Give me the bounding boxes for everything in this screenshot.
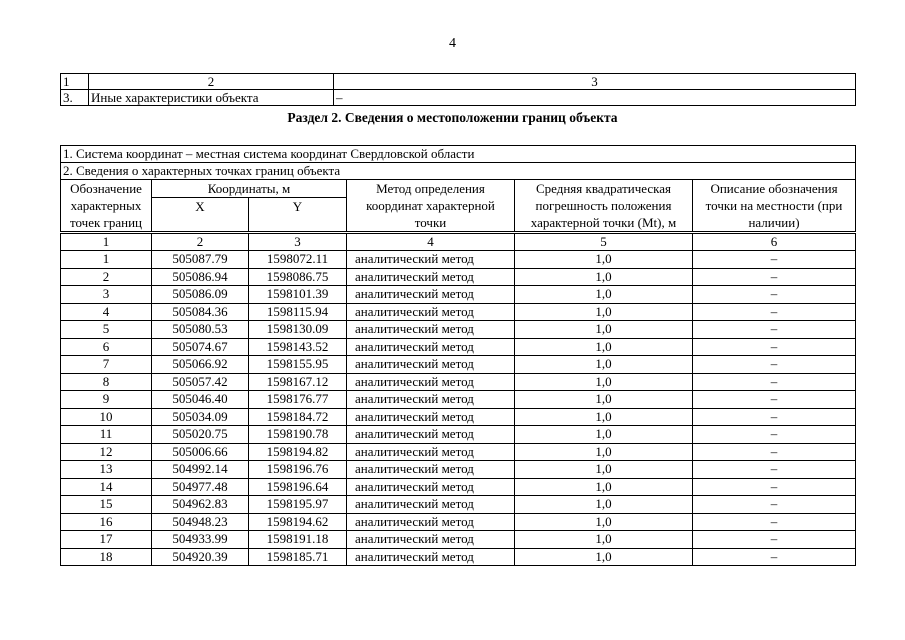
table-row [61,496,856,514]
description-header: Описание обозначения точки на местности (при наличии) [693,180,856,233]
error-value: 1,0 [515,496,693,514]
boundary-points-table [60,145,856,566]
y-coordinate: 1598184.72 [249,408,347,426]
error-value: 1,0 [515,478,693,496]
x-coordinate: 504920.39 [152,548,249,566]
table-row [61,356,856,374]
y-coordinate: 1598101.39 [249,286,347,304]
y-header: Y [249,198,347,233]
error-value: 1,0 [515,338,693,356]
column-number: 2 [152,233,249,251]
column-number: 1 [61,233,152,251]
section-title: Раздел 2. Сведения о местоположении границ объекта [287,110,618,125]
table-row [61,478,856,496]
x-coordinate: 505006.66 [152,443,249,461]
points-caption: 2. Сведения о характерных точках границ объекта [61,163,856,180]
x-coordinate: 504977.48 [152,478,249,496]
row-value: – [334,90,856,106]
row-number: 3. [61,90,89,106]
y-coordinate: 1598115.94 [249,303,347,321]
y-coordinate: 1598195.97 [249,496,347,514]
error-value: 1,0 [515,373,693,391]
x-coordinate: 504933.99 [152,531,249,549]
method-value: аналитический метод [347,391,515,409]
y-coordinate: 1598176.77 [249,391,347,409]
point-number: 15 [61,496,152,514]
x-header: X [152,198,249,233]
y-coordinate: 1598196.64 [249,478,347,496]
point-number: 8 [61,373,152,391]
point-number: 10 [61,408,152,426]
y-coordinate: 1598196.76 [249,461,347,479]
method-value: аналитический метод [347,496,515,514]
description-value: – [693,373,856,391]
description-value: – [693,478,856,496]
table-row [61,321,856,339]
column-number: 2 [89,74,334,90]
method-value: аналитический метод [347,338,515,356]
method-value: аналитический метод [347,408,515,426]
description-value: – [693,513,856,531]
x-coordinate: 505084.36 [152,303,249,321]
table-row [61,443,856,461]
error-header: Средняя квадратическая погрешность положения характерной точки (Mt), м [515,180,693,233]
coordinates-header: Координаты, м [152,180,347,198]
column-number-row [61,233,856,251]
method-value: аналитический метод [347,286,515,304]
error-value: 1,0 [515,321,693,339]
x-coordinate: 504992.14 [152,461,249,479]
error-value: 1,0 [515,531,693,549]
method-value: аналитический метод [347,461,515,479]
column-number-row [61,74,856,90]
method-value: аналитический метод [347,268,515,286]
error-value: 1,0 [515,408,693,426]
table-row [61,408,856,426]
error-value: 1,0 [515,303,693,321]
point-number: 16 [61,513,152,531]
column-number: 1 [61,74,89,90]
x-coordinate: 505087.79 [152,251,249,269]
y-coordinate: 1598130.09 [249,321,347,339]
description-value: – [693,548,856,566]
y-coordinate: 1598143.52 [249,338,347,356]
y-coordinate: 1598191.18 [249,531,347,549]
description-value: – [693,356,856,374]
description-value: – [693,251,856,269]
y-coordinate: 1598194.82 [249,443,347,461]
header-row [61,180,856,198]
error-value: 1,0 [515,356,693,374]
description-value: – [693,531,856,549]
x-coordinate: 505080.53 [152,321,249,339]
method-value: аналитический метод [347,303,515,321]
point-number: 1 [61,251,152,269]
table-row [61,303,856,321]
error-value: 1,0 [515,513,693,531]
table-row [61,338,856,356]
method-value: аналитический метод [347,426,515,444]
description-value: – [693,443,856,461]
description-value: – [693,391,856,409]
x-coordinate: 504962.83 [152,496,249,514]
description-value: – [693,303,856,321]
method-header: Метод определения координат характерной точки [347,180,515,233]
table-row [61,90,856,106]
coordinate-system: 1. Система координат – местная система координат Свердловской области [61,146,856,163]
point-number: 6 [61,338,152,356]
x-coordinate: 505057.42 [152,373,249,391]
x-coordinate: 505086.09 [152,286,249,304]
point-number: 17 [61,531,152,549]
error-value: 1,0 [515,391,693,409]
description-value: – [693,426,856,444]
y-coordinate: 1598155.95 [249,356,347,374]
method-value: аналитический метод [347,513,515,531]
point-number: 11 [61,426,152,444]
point-number: 4 [61,303,152,321]
object-characteristics-table [60,73,856,106]
point-number: 12 [61,443,152,461]
error-value: 1,0 [515,268,693,286]
error-value: 1,0 [515,426,693,444]
description-value: – [693,461,856,479]
column-number: 3 [249,233,347,251]
table-row [61,373,856,391]
table-row [61,461,856,479]
column-number: 4 [347,233,515,251]
description-value: – [693,268,856,286]
x-coordinate: 505074.67 [152,338,249,356]
table-row [61,286,856,304]
column-number: 5 [515,233,693,251]
error-value: 1,0 [515,548,693,566]
y-coordinate: 1598086.75 [249,268,347,286]
table-row [61,426,856,444]
point-number: 2 [61,268,152,286]
point-number: 9 [61,391,152,409]
table-row [61,531,856,549]
x-coordinate: 504948.23 [152,513,249,531]
description-value: – [693,286,856,304]
point-number: 5 [61,321,152,339]
method-value: аналитический метод [347,356,515,374]
y-coordinate: 1598190.78 [249,426,347,444]
method-value: аналитический метод [347,321,515,339]
point-number: 7 [61,356,152,374]
method-value: аналитический метод [347,548,515,566]
method-value: аналитический метод [347,373,515,391]
error-value: 1,0 [515,251,693,269]
table-row [61,548,856,566]
description-value: – [693,338,856,356]
error-value: 1,0 [515,461,693,479]
point-number: 3 [61,286,152,304]
y-coordinate: 1598194.62 [249,513,347,531]
x-coordinate: 505046.40 [152,391,249,409]
description-value: – [693,408,856,426]
x-coordinate: 505086.94 [152,268,249,286]
column-number: 6 [693,233,856,251]
table-row [61,513,856,531]
point-number: 13 [61,461,152,479]
method-value: аналитический метод [347,531,515,549]
page-number: 4 [449,36,456,51]
point-number: 18 [61,548,152,566]
row-label: Иные характеристики объекта [89,90,334,106]
point-number: 14 [61,478,152,496]
error-value: 1,0 [515,443,693,461]
table-row [61,268,856,286]
y-coordinate: 1598072.11 [249,251,347,269]
method-value: аналитический метод [347,443,515,461]
method-value: аналитический метод [347,478,515,496]
x-coordinate: 505066.92 [152,356,249,374]
designation-header: Обозначение характерных точек границ [61,180,152,233]
y-coordinate: 1598167.12 [249,373,347,391]
y-coordinate: 1598185.71 [249,548,347,566]
x-coordinate: 505034.09 [152,408,249,426]
x-coordinate: 505020.75 [152,426,249,444]
method-value: аналитический метод [347,251,515,269]
description-value: – [693,496,856,514]
error-value: 1,0 [515,286,693,304]
table-row [61,251,856,269]
description-value: – [693,321,856,339]
column-number: 3 [334,74,856,90]
table-row [61,391,856,409]
